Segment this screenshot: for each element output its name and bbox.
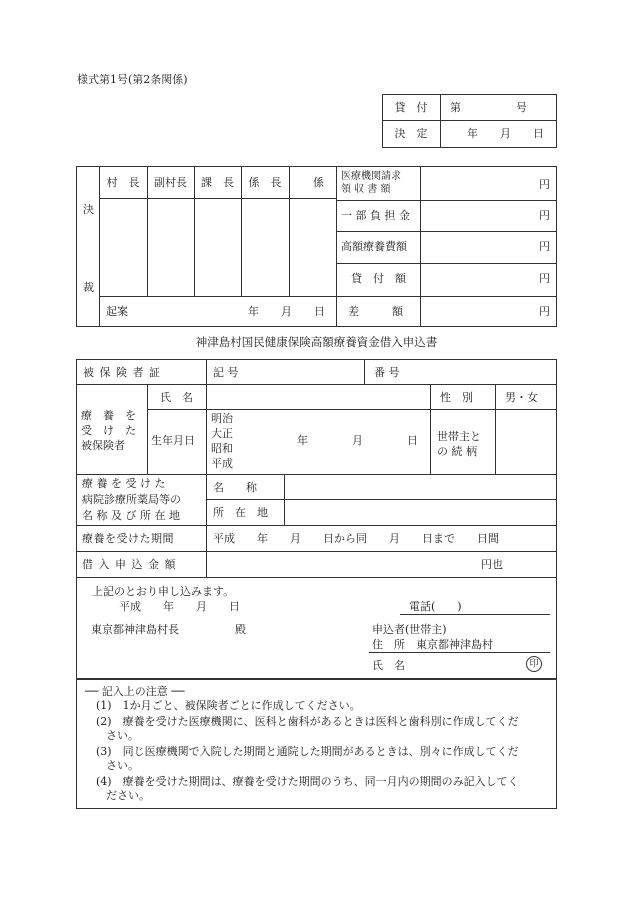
sex-label: 性 別 <box>440 391 473 404</box>
stamp-cell-village-chief[interactable] <box>100 199 146 295</box>
era-taisho[interactable]: 大正 <box>211 427 233 440</box>
header-staff: 係 <box>313 176 324 189</box>
draft-date[interactable]: 年 月 日 <box>248 305 325 318</box>
amount-label-receipt: 医療機関請求 領 収 書 額 <box>341 171 401 195</box>
amount-label-difference: 差 額 <box>348 305 403 318</box>
amount-unit: 円 <box>539 240 550 253</box>
notes-heading: ── 記入上の注意 ── <box>85 685 185 698</box>
stamp-cell-deputy-chief[interactable] <box>148 199 193 295</box>
era-meiji[interactable]: 明治 <box>211 412 233 425</box>
phone-field[interactable]: 電話( ) <box>409 600 462 613</box>
header-section-chief: 課 長 <box>201 176 234 189</box>
amount-unit: 円 <box>539 178 550 191</box>
amount-label-loan: 貸 付 額 <box>351 272 406 285</box>
hospital-label: 療 養 を 受 け た 病院診療所薬局等の 名 称 及 び 所 在 地 <box>82 477 181 522</box>
decide-date-field[interactable]: 年 月 日 <box>467 127 544 140</box>
applicant-label: 申込者(世帯主) <box>372 623 447 636</box>
draft-label: 起案 <box>106 305 128 318</box>
lend-number-field[interactable]: 第 号 <box>450 101 527 114</box>
applicant-address[interactable]: 住 所 東京都神津島村 <box>372 638 493 651</box>
dob-label: 生年月日 <box>151 434 195 447</box>
era-heisei[interactable]: 平成 <box>211 457 233 470</box>
patient-label: 療 養 を 受 け た 被保険者 <box>81 409 136 452</box>
approval-side-top: 決 <box>83 203 94 216</box>
period-label: 療養を受けた期間 <box>82 532 174 545</box>
applicant-name-label: 氏 名 <box>372 659 405 672</box>
symbol-field[interactable] <box>240 362 360 382</box>
decide-label: 決 定 <box>394 127 428 140</box>
amount-label-highcost: 高額療養費額 <box>341 240 407 253</box>
note-item: (2) 療養を受けた医療機関に、医科と歯科があるときは医科と歯科別に作成してくだ <box>96 715 519 728</box>
declaration-text: 上記のとおり申し込みます。 <box>92 585 235 598</box>
seal-mark: 印 <box>526 656 542 672</box>
declaration-date[interactable]: 平成 年 月 日 <box>119 600 240 613</box>
period-field[interactable]: 平成 年 月 日から同 月 日まで 日間 <box>213 532 499 545</box>
lend-label: 貸 付 <box>394 101 428 114</box>
amount-label: 借 入 申 込 金 額 <box>82 558 177 571</box>
header-sub-chief: 係 長 <box>248 176 282 189</box>
insured-card-label: 被 保 険 者 証 <box>83 366 161 379</box>
relation-field[interactable] <box>498 412 554 470</box>
stamp-cell-sub-chief[interactable] <box>242 199 288 295</box>
header-deputy-chief: 副村長 <box>154 176 187 189</box>
note-item-cont: さい。 <box>106 759 139 772</box>
amount-unit: 円 <box>539 209 550 222</box>
addressee: 東京都神津島村長 <box>91 623 179 636</box>
form-title: 神津島村国民健康保険高額療養資金借入申込書 <box>195 335 438 349</box>
note-item: (1) 1か月ごと、被保険者ごとに作成してください。 <box>96 699 361 712</box>
number-field[interactable] <box>405 362 553 382</box>
addressee-honorific: 殿 <box>235 623 246 636</box>
form-number: 様式第1号(第2条関係) <box>77 73 188 86</box>
name-field[interactable] <box>210 387 426 407</box>
number-label: 番 号 <box>374 366 400 379</box>
amount-field[interactable] <box>210 554 480 574</box>
amount-unit: 円 <box>539 272 550 285</box>
note-item-cont: さい。 <box>106 729 139 742</box>
sex-select[interactable]: 男・女 <box>505 391 538 404</box>
note-item: (3) 同じ医療機関で入院した期間と通院した期間があるときは、別々に作成してくだ <box>96 745 519 758</box>
relation-label: 世帯主と の 続 柄 <box>437 430 481 458</box>
amount-unit: 円 <box>539 305 550 318</box>
note-item: (4) 療養を受けた期間は、療養を受けた期間のうち、同一月内の期間のみ記入してく <box>96 775 519 788</box>
approval-side-bottom: 裁 <box>83 281 94 294</box>
stamp-cell-section-chief[interactable] <box>195 199 240 295</box>
amount-unit-yen: 円也 <box>481 558 503 571</box>
header-village-chief: 村 長 <box>106 176 140 189</box>
era-showa[interactable]: 昭和 <box>211 442 233 455</box>
stamp-cell-staff[interactable] <box>290 199 335 295</box>
hospital-address-label: 所 在 地 <box>213 506 268 519</box>
hospital-name-label: 名 称 <box>213 481 257 494</box>
note-item-cont: ださい。 <box>106 789 150 802</box>
symbol-label: 記 号 <box>213 366 239 379</box>
amount-label-copay: 一 部 負 担 金 <box>341 209 410 222</box>
name-label: 氏 名 <box>160 391 193 404</box>
dob-date[interactable]: 年 月 日 <box>297 434 418 447</box>
hospital-name-field[interactable] <box>288 477 553 497</box>
applicant-name-field[interactable] <box>410 656 520 674</box>
hospital-address-field[interactable] <box>288 502 553 522</box>
